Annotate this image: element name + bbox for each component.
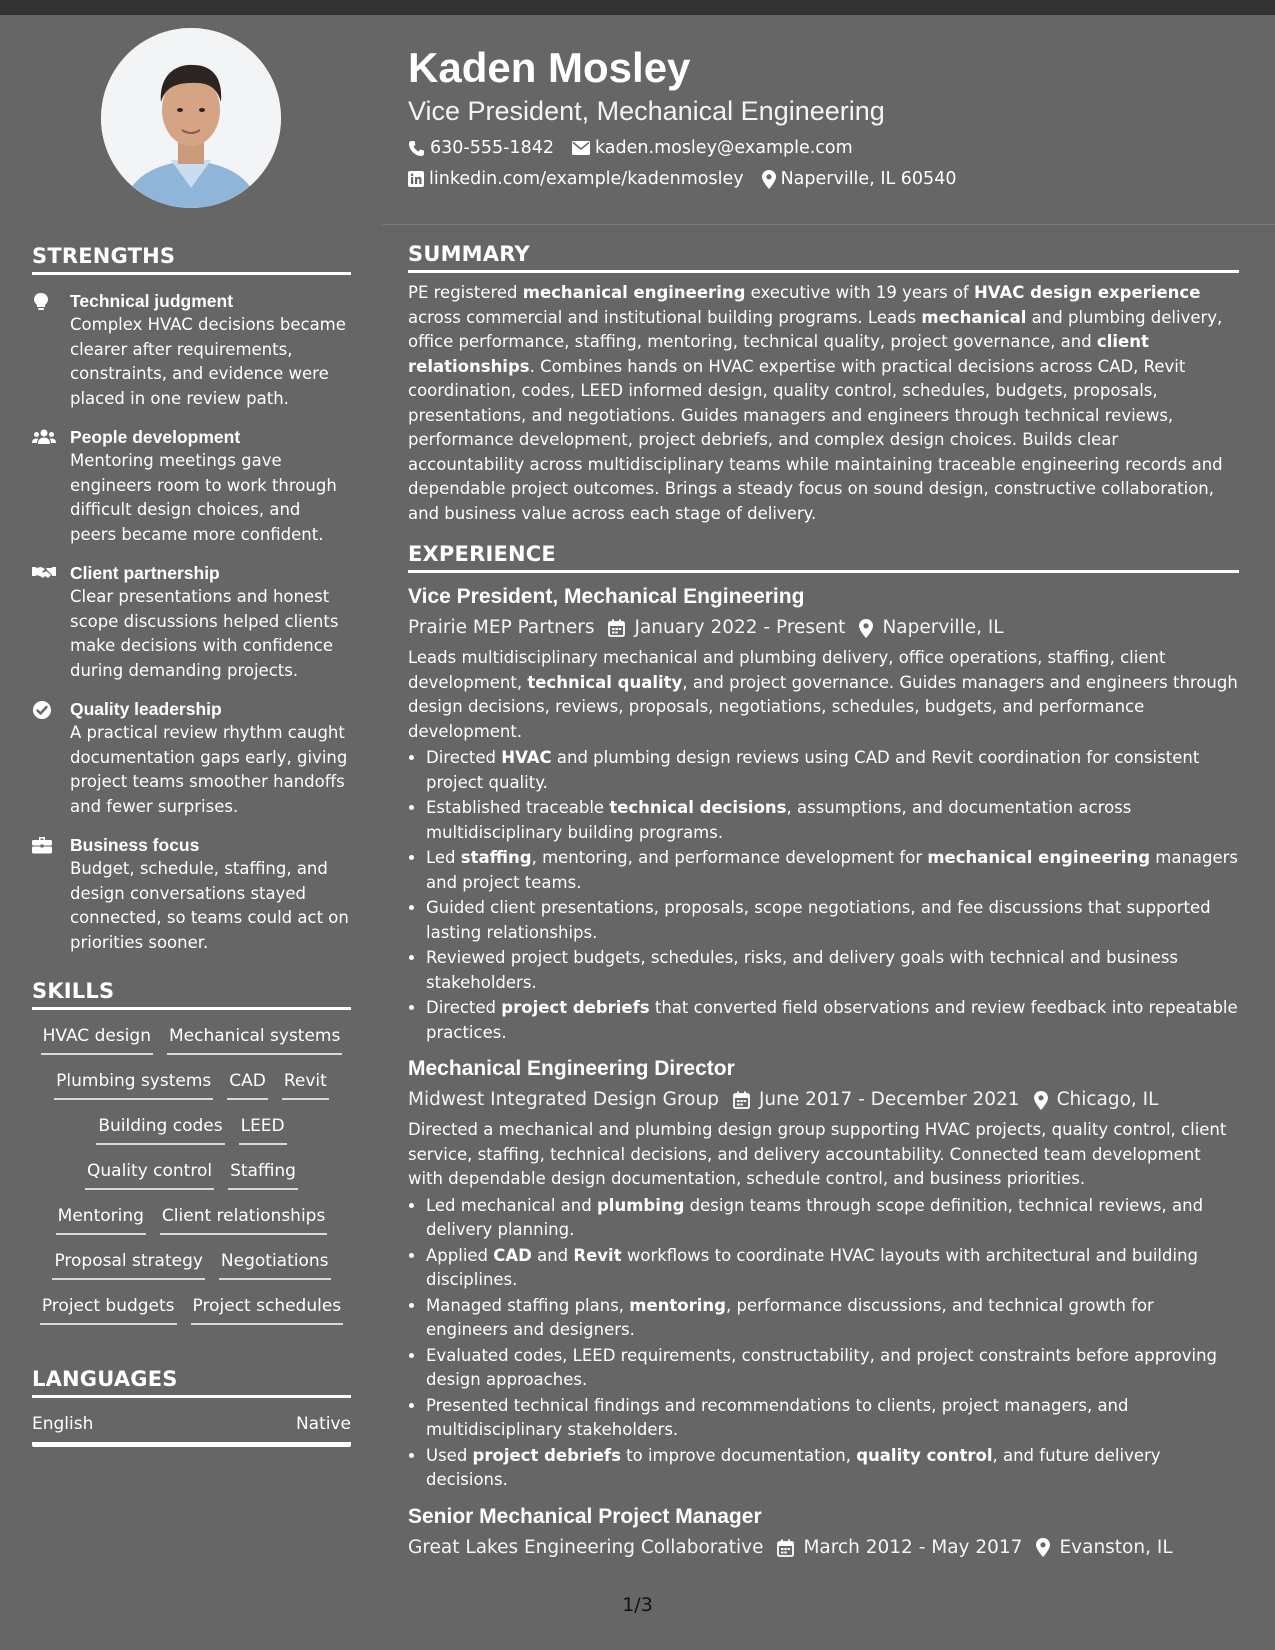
job-bullet: • Managed staffing plans, mentoring, performance discussions, and technical growth for engineers and designers.: [426, 1294, 1239, 1343]
job-bullet: • Led mechanical and plumbing design teams through scope definition, technical reviews, and delivery planning.: [426, 1194, 1239, 1243]
skills-heading: SKILLS: [32, 979, 351, 1010]
job-title: Senior Mechanical Project Manager: [408, 1504, 762, 1528]
main-content: [408, 242, 1239, 1562]
job-location: Naperville, IL: [882, 617, 1004, 638]
calendar-icon: [608, 619, 625, 637]
job-dates-wrap: [608, 614, 845, 642]
skills-section: [32, 979, 351, 1331]
summary-section: [408, 242, 1239, 526]
job-bullet: • Evaluated codes, LEED requirements, constructability, and project constraints before approving design approaches.: [426, 1344, 1239, 1393]
job-meta: [408, 614, 1239, 642]
job-dates-wrap: [777, 1534, 1022, 1562]
strength-item: [32, 425, 351, 547]
map-pin-icon: [762, 170, 776, 189]
lightbulb-icon: [32, 289, 70, 411]
map-pin-icon: [859, 619, 873, 638]
summary-text: PE registered mechanical engineering executive with 19 years of HVAC design experience across commercial and institutional building programs. Leads mechanical and plumbing delivery, office performance, staffing, mentoring, technical quality, project governance, and client relationships. Combines hands on HVAC expertise with practical decisions across CAD, Revit coordination, codes, LEED informed design, quality control, schedules, budgets, proposals, presentations, and negotiations. Guides managers and engineers through technical reviews, performance development, project debriefs, and complex design choices. Builds clear accountability across multidisciplinary teams while maintaining traceable engineering records and dependable project outcomes. Brings a steady focus on sound design, constructive collaboration, and business value across each stage of delivery.: [408, 283, 1223, 523]
skill-tag: Mechanical systems: [167, 1022, 342, 1055]
job-bullet: • Established traceable technical decisions, assumptions, and documentation across multidisciplinary building programs.: [426, 796, 1239, 845]
languages-heading: LANGUAGES: [32, 1367, 351, 1398]
job-description: Leads multidisciplinary mechanical and plumbing delivery, office operations, staffing, client development, technical quality, and project governance. Guides managers and engineers through design decisions, reviews, proposals, negotiations, schedules, budgets, and performance development.: [408, 648, 1238, 741]
skill-tag: Quality control: [85, 1157, 214, 1190]
job-bullet: • Applied CAD and Revit workflows to coordinate HVAC layouts with architectural and building disciplines.: [426, 1244, 1239, 1293]
strength-desc: A practical review rhythm caught documentation gaps early, giving project teams smoother handoffs and fewer surprises.: [70, 723, 348, 816]
skill-tag: Staffing: [228, 1157, 298, 1190]
handshake-icon: [32, 561, 70, 683]
skill-tag: Plumbing systems: [54, 1067, 213, 1100]
strength-item: [32, 697, 351, 819]
calendar-icon: [777, 1539, 794, 1557]
map-pin-icon: [1036, 1538, 1050, 1557]
check-circle-icon: [32, 697, 70, 819]
skill-tag: Project schedules: [191, 1292, 344, 1325]
linkedin-text[interactable]: linkedin.com/example/kadenmosley: [429, 169, 744, 189]
job-company: Great Lakes Engineering Collaborative: [408, 1536, 764, 1558]
profile-photo: [101, 28, 281, 208]
experience-heading: EXPERIENCE: [408, 542, 1239, 573]
skill-tag: Mentoring: [56, 1202, 146, 1235]
experience-section: [408, 542, 1239, 1562]
job-location-wrap: [1034, 1086, 1159, 1114]
job-dates: June 2017 - December 2021: [758, 1089, 1020, 1110]
job-description: Directed a mechanical and plumbing design group supporting HVAC projects, quality control, client service, staffing, technical decisions, and delivery accountability. Connected team development with dependable design documentation, schedule control, and business priorities.: [408, 1120, 1227, 1188]
job-entry: [408, 1503, 1239, 1562]
briefcase-icon: [32, 833, 70, 955]
job-company: Prairie MEP Partners: [408, 617, 595, 638]
job-bullet: • Directed HVAC and plumbing design reviews using CAD and Revit coordination for consistent project quality.: [426, 746, 1239, 795]
linkedin-contact: [408, 168, 744, 190]
candidate-title: Vice President, Mechanical Engineering: [408, 96, 885, 126]
job-bullet: • Led staffing, mentoring, and performance development for mechanical engineering managers and project teams.: [426, 846, 1239, 895]
sidebar: [32, 28, 351, 1447]
phone-contact: [408, 137, 554, 159]
top-bar: [0, 0, 1275, 15]
skill-tag: Negotiations: [219, 1247, 331, 1280]
map-pin-icon: [1034, 1091, 1048, 1110]
job-title: Mechanical Engineering Director: [408, 1057, 735, 1080]
job-company: Midwest Integrated Design Group: [408, 1089, 719, 1110]
email-contact: [572, 137, 853, 159]
job-location-wrap: [859, 614, 1003, 642]
job-bullet: • Directed project debriefs that converted field observations and review feedback into repeatable practices.: [426, 996, 1239, 1045]
job-location-wrap: [1036, 1534, 1172, 1562]
language-row: [32, 1414, 351, 1447]
job-bullet: • Presented technical findings and recommendations to clients, project managers, and multidisciplinary stakeholders.: [426, 1394, 1239, 1443]
skill-tag: CAD: [227, 1067, 268, 1100]
languages-section: [32, 1367, 351, 1447]
skill-tag: LEED: [239, 1112, 287, 1145]
resume-header: [408, 42, 1238, 190]
strength-item: [32, 289, 351, 411]
job-entry: [408, 1055, 1239, 1493]
strength-item: [32, 833, 351, 955]
job-bullet: • Reviewed project budgets, schedules, risks, and delivery goals with technical and business stakeholders.: [426, 946, 1239, 995]
phone-icon: [408, 140, 425, 157]
page-number: 1/3: [622, 1594, 653, 1616]
calendar-icon: [733, 1091, 750, 1109]
contact-row: [408, 137, 1238, 159]
job-bullet: • Used project debriefs to improve documentation, quality control, and future delivery decisions.: [426, 1444, 1239, 1493]
strengths-heading: STRENGTHS: [32, 244, 351, 275]
job-meta: [408, 1534, 1239, 1562]
job-location: Chicago, IL: [1056, 1089, 1159, 1110]
location-contact: [762, 168, 957, 190]
skill-tag: HVAC design: [41, 1022, 153, 1055]
email-text[interactable]: kaden.mosley@example.com: [594, 138, 853, 158]
skill-tag: Client relationships: [160, 1202, 327, 1235]
linkedin-icon: [408, 171, 424, 187]
job-location: Evanston, IL: [1059, 1536, 1173, 1558]
skill-tag: Building codes: [96, 1112, 224, 1145]
summary-heading: SUMMARY: [408, 242, 1239, 273]
job-dates: March 2012 - May 2017: [803, 1536, 1023, 1558]
job-entry: [408, 583, 1239, 1045]
skill-tag: Revit: [282, 1067, 329, 1100]
job-title: Vice President, Mechanical Engineering: [408, 585, 805, 608]
strength-title: Client partnership: [70, 563, 220, 583]
phone-text[interactable]: 630-555-1842: [430, 138, 554, 158]
skill-tag: Proposal strategy: [52, 1247, 204, 1280]
contact-row: [408, 168, 1238, 190]
job-bullets: [408, 746, 1239, 1045]
candidate-name: Kaden Mosley: [408, 44, 691, 91]
language-level: Native: [295, 1414, 351, 1434]
strength-title: Technical judgment: [70, 291, 234, 311]
job-dates-wrap: [733, 1086, 1020, 1114]
job-bullets: [408, 1194, 1239, 1493]
job-bullet: • Guided client presentations, proposals, scope negotiations, and fee discussions that supported lasting relationships.: [426, 896, 1239, 945]
location-text: Naperville, IL 60540: [780, 169, 957, 189]
users-icon: [32, 425, 70, 547]
header-divider: [382, 224, 1275, 225]
strengths-section: [32, 244, 351, 955]
strength-desc: Complex HVAC decisions became clearer after requirements, constraints, and evidence were placed in one review path.: [70, 315, 346, 408]
strength-title: Business focus: [70, 835, 200, 855]
language-name: English: [32, 1414, 94, 1434]
job-meta: [408, 1086, 1239, 1114]
strength-item: [32, 561, 351, 683]
envelope-icon: [572, 141, 590, 155]
skill-tag: Project budgets: [40, 1292, 177, 1325]
strength-desc: Clear presentations and honest scope discussions helped clients make decisions with confidence during demanding projects.: [70, 587, 339, 680]
strength-desc: Budget, schedule, staffing, and design conversations stayed connected, so teams could act on priorities sooner.: [70, 859, 349, 952]
jobs-list: [408, 583, 1239, 1562]
skills-list: [32, 1022, 351, 1331]
strength-desc: Mentoring meetings gave engineers room to work through difficult design choices, and peers became more confident.: [70, 451, 337, 544]
strength-title: People development: [70, 427, 241, 447]
job-dates: January 2022 - Present: [634, 617, 846, 638]
strength-title: Quality leadership: [70, 699, 222, 719]
